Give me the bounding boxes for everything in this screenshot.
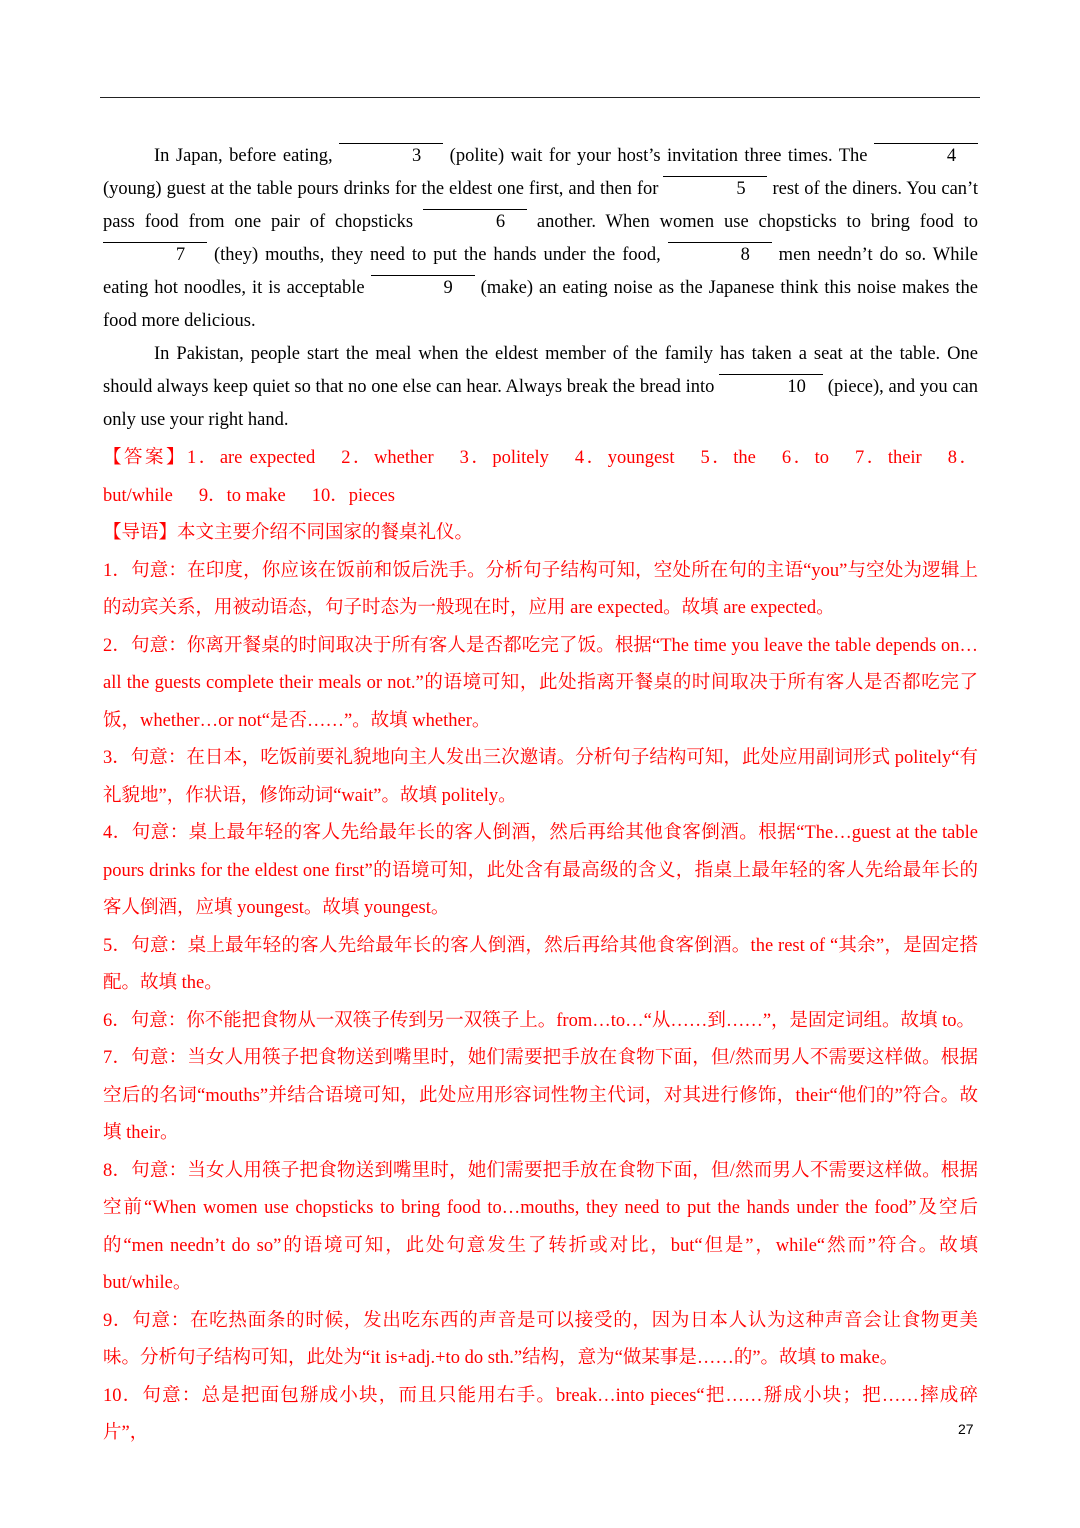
answer-item: 5．the <box>700 448 756 468</box>
answer-item: 2．whether <box>341 448 434 468</box>
text-run: (polite) wait for your host’s invitation three times. The <box>443 146 874 166</box>
explanation-2: 2．句意：你离开餐桌的时间取决于所有客人是否都吃完了饭。根据“The time you leave the table depends on…all the guests complete their meals or not.”的语境可知，此处指离开餐桌的时间取决于所有客人是否都吃完了饭，whether…or not“是否……”。故填 whether。 <box>103 635 978 731</box>
blank-10[interactable]: 10 <box>719 374 823 399</box>
paragraph-pakistan <box>103 338 978 437</box>
answer-label: 【答案】 <box>103 448 188 468</box>
page-content <box>103 140 978 1453</box>
intro-label: 【导语】 <box>103 523 178 543</box>
text-run: In Japan, before eating, <box>154 146 340 166</box>
explanation-6: 6．句意：你不能把食物从一双筷子传到另一双筷子上。from…to…“从……到……”，是固定词组。故填 to。 <box>103 1010 976 1031</box>
explanation-10: 10．句意：总是把面包掰成小块，而且只能用右手。break…into pieces“把……掰成小块；把……摔成碎片”， <box>103 1385 978 1443</box>
explanation-8: 8．句意：当女人用筷子把食物送到嘴里时，她们需要把手放在食物下面，但/然而男人不需要这样做。根据空前“When women use chopsticks to bring food to…mouths, they need to put the hands under the food”及空后的“men needn’t do so”的语境可知，此处句意发生了转折或对比，but“但是”，while“然而”符合。故填 but/while。 <box>103 1160 978 1293</box>
text-run: (piece), and you can only use your right hand. <box>103 377 979 430</box>
intro-text: 本文主要介绍不同国家的餐桌礼仪。 <box>177 523 474 543</box>
answer-item: 10．pieces <box>311 485 395 506</box>
answer-item: 1．are expected <box>187 448 316 468</box>
explanation-9: 9．句意：在吃热面条的时候，发出吃东西的声音是可以接受的，因为日本人认为这种声音会让食物更美味。分析句子结构可知，此处为“it is+adj.+to do sth.”结构，意为“做某事是……的”。故填 to make。 <box>103 1310 978 1368</box>
text-run: (make) an eating noise as the Japanese think this noise makes the food more delicious. <box>103 278 979 331</box>
blank-8[interactable]: 8 <box>668 242 772 267</box>
explanation-3: 3．句意：在日本，吃饭前要礼貌地向主人发出三次邀请。分析句子结构可知，此处应用副词形式 politely“有礼貌地”，作状语，修饰动词“wait”。故填 politely。 <box>103 748 978 806</box>
page-number: 27 <box>958 1421 974 1437</box>
text-run: rest of the diners. You can’t pass food from one pair of chopsticks <box>103 179 978 232</box>
blank-4[interactable]: 4 <box>874 143 978 168</box>
blank-9[interactable]: 9 <box>371 275 475 300</box>
paragraph-japan <box>103 140 978 338</box>
answer-key <box>103 440 978 515</box>
explanation-5: 5．句意：桌上最年轻的客人先给最年长的客人倒酒，然后再给其他食客倒酒。the rest of “其余”，是固定搭配。故填 the。 <box>103 935 978 993</box>
text-run: men needn’t do so. While eating hot noodles, it is acceptable <box>103 245 978 298</box>
answer-item: 8．but/while <box>103 448 978 506</box>
answer-item: 3．politely <box>459 448 549 468</box>
blank-7[interactable]: 7 <box>103 242 207 267</box>
blank-5[interactable]: 5 <box>663 176 767 201</box>
answer-item: 4．youngest <box>574 448 675 468</box>
header-rule <box>100 97 980 98</box>
text-run: In Pakistan, people start the meal when the eldest member of the family has taken a seat at the table. One should always keep quiet so that no one else can hear. Always break the bread into <box>103 344 978 397</box>
blank-6[interactable]: 6 <box>423 209 527 234</box>
answer-item: 6．to <box>781 448 830 468</box>
blank-3[interactable]: 3 <box>339 143 443 168</box>
answer-item: 7．their <box>855 448 922 468</box>
answer-item: 9．to make <box>198 485 286 506</box>
text-run: (young) guest at the table pours drinks for the eldest one first, and then for <box>103 179 664 199</box>
explanation-7: 7．句意：当女人用筷子把食物送到嘴里时，她们需要把手放在食物下面，但/然而男人不需要这样做。根据空后的名词“mouths”并结合语境可知，此处应用形容词性物主代词，对其进行修饰，their“他们的”符合。故填 their。 <box>103 1048 978 1143</box>
explanation-1: 1．句意：在印度，你应该在饭前和饭后洗手。分析句子结构可知，空处所在句的主语“you”与空处为逻辑上的动宾关系，用被动语态，句子时态为一般现在时，应用 are expected。故填 are expected。 <box>103 560 978 618</box>
intro <box>103 515 978 553</box>
text-run: (they) mouths, they need to put the hands under the food, <box>207 245 668 265</box>
explanation-4: 4．句意：桌上最年轻的客人先给最年长的客人倒酒，然后再给其他食客倒酒。根据“The…guest at the table pours drinks for the eldest one first”的语境可知，此处含有最高级的含义，指桌上最年轻的客人先给最年长的客人倒酒，应填 youngest。故填 youngest。 <box>103 823 978 918</box>
text-run: another. When women use chopsticks to bring food to <box>527 212 978 232</box>
